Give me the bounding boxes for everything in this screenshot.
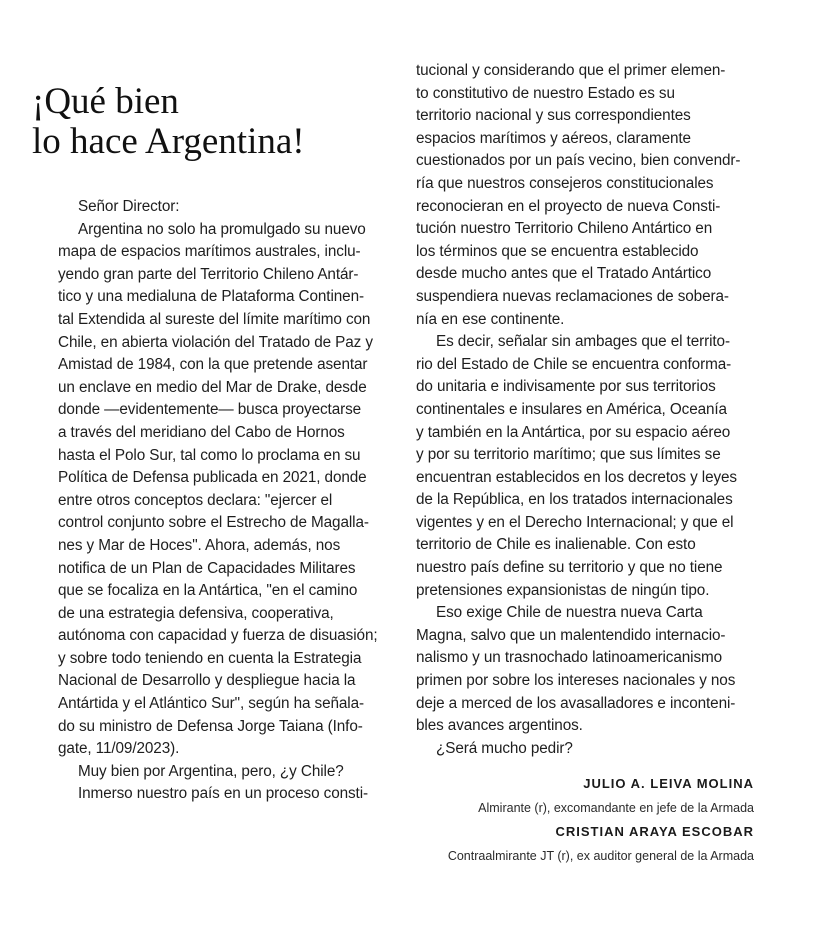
text-line: vigentes y en el Derecho Internacional; y que el — [416, 513, 734, 531]
text-line: que se focaliza en la Antártica, "en el camino — [58, 582, 358, 600]
text-line: Antártida y el Atlántico Sur", según ha señala- — [58, 695, 365, 713]
text-line: tico y una medialuna de Plataforma Continen- — [58, 288, 364, 306]
signature-role: Almirante (r), excomandante en jefe de la Armada — [478, 801, 754, 815]
text-line: Es decir, señalar sin ambages que el territo- — [436, 333, 730, 351]
text-line: Muy bien por Argentina, pero, ¿y Chile? — [78, 762, 344, 780]
text-line: Inmerso nuestro país en un proceso consti- — [78, 785, 368, 803]
text-line: Chile, en abierta violación del Tratado de Paz y — [58, 333, 373, 351]
text-line: nalismo y un trasnochado latinoamericanismo — [416, 649, 723, 667]
text-line: de la República, en los tratados internacionales — [416, 491, 733, 509]
text-line: ría que nuestros consejeros constitucionales — [416, 174, 714, 192]
text-line: un enclave en medio del Mar de Drake, desde — [58, 378, 367, 396]
text-line: nía en ese continente. — [416, 310, 565, 328]
text-line: Política de Defensa publicada en 2021, donde — [58, 469, 367, 487]
text-line: a través del meridiano del Cabo de Hornos — [58, 423, 345, 441]
text-line: mapa de espacios marítimos australes, inclu- — [58, 243, 361, 261]
headline-line-2: lo hace Argentina! — [32, 121, 305, 162]
signature-role: Contraalmirante JT (r), ex auditor general de la Armada — [447, 849, 754, 863]
text-line: hasta el Polo Sur, tal como lo proclama en su — [58, 446, 361, 464]
text-line: encuentran establecidos en los decretos y leyes — [416, 468, 737, 486]
left-column — [58, 196, 388, 806]
headline — [32, 82, 305, 162]
text-line: territorio nacional y sus correspondientes — [416, 107, 691, 125]
text-line: entre otros conceptos declara: "ejercer el — [58, 491, 333, 509]
text-line: y sobre todo teniendo en cuenta la Estrategia — [58, 649, 362, 667]
text-line: Amistad de 1984, con la que pretende asentar — [58, 356, 368, 374]
text-line: yendo gran parte del Territorio Chileno Antár- — [58, 265, 359, 283]
text-line: reconocieran en el proyecto de nueva Consti- — [416, 197, 721, 215]
text-line: Magna, salvo que un malentendido internacio- — [416, 626, 726, 644]
signature-1 — [478, 775, 754, 816]
signature-2 — [434, 823, 754, 864]
text-line: primen por sobre los intereses nacionales y nos — [416, 672, 736, 690]
text-line: tal Extendida al sureste del límite marítimo con — [58, 310, 371, 328]
right-column — [416, 60, 756, 760]
text-line: continentales e insulares en América, Oceanía — [416, 400, 727, 418]
signature-name: CRISTIAN ARAYA ESCOBAR — [555, 824, 754, 839]
text-line: gate, 11/09/2023). — [58, 740, 180, 758]
text-line: deje a merced de los avasalladores e inconteni- — [416, 694, 736, 712]
text-line: do unitaria e indivisamente por sus territorios — [416, 378, 716, 396]
text-line: territorio de Chile es inalienable. Con esto — [416, 536, 696, 554]
text-line: tucional y considerando que el primer elemen- — [416, 62, 726, 79]
text-line: espacios marítimos y aéreos, claramente — [416, 129, 691, 147]
text-line: autónoma con capacidad y fuerza de disuasión; — [58, 627, 378, 645]
text-line: cuestionados por un país vecino, bien convendr- — [416, 152, 741, 170]
text-line: do su ministro de Defensa Jorge Taiana (Info- — [58, 717, 363, 735]
text-line: nes y Mar de Hoces". Ahora, además, nos — [58, 536, 341, 554]
text-line: Nacional de Desarrollo y despliegue hacia la — [58, 672, 356, 690]
signature-name: JULIO A. LEIVA MOLINA — [583, 776, 754, 791]
text-line: nuestro país define su territorio y que no tiene — [416, 559, 723, 577]
text-line: notifica de un Plan de Capacidades Militares — [58, 559, 356, 577]
headline-line-1: ¡Qué bien — [32, 81, 179, 122]
text-line: to constitutivo de nuestro Estado es su — [416, 84, 675, 102]
text-line: y también en la Antártica, por su espacio aéreo — [416, 423, 731, 441]
text-line: rio del Estado de Chile se encuentra conforma- — [416, 355, 732, 373]
text-line: pretensiones expansionistas de ningún tipo. — [416, 581, 710, 599]
text-line: Señor Director: — [78, 198, 180, 215]
text-line: desde mucho antes que el Tratado Antártico — [416, 265, 712, 283]
text-line: control conjunto sobre el Estrecho de Magalla- — [58, 514, 369, 532]
text-line: bles avances argentinos. — [416, 717, 583, 735]
text-line: ¿Será mucho pedir? — [436, 739, 573, 757]
text-line: Argentina no solo ha promulgado su nuevo — [78, 220, 366, 238]
text-line: Eso exige Chile de nuestra nueva Carta — [436, 604, 703, 622]
text-line: suspendiera nuevas reclamaciones de sobera- — [416, 287, 729, 305]
text-line: los términos que se encuentra establecido — [416, 242, 699, 260]
text-line: tución nuestro Territorio Chileno Antártico en — [416, 220, 713, 238]
text-line: de una estrategia defensiva, cooperativa, — [58, 604, 334, 622]
text-line: y por su territorio marítimo; que sus límites se — [416, 446, 721, 464]
text-line: donde —evidentemente— busca proyectarse — [58, 401, 362, 419]
